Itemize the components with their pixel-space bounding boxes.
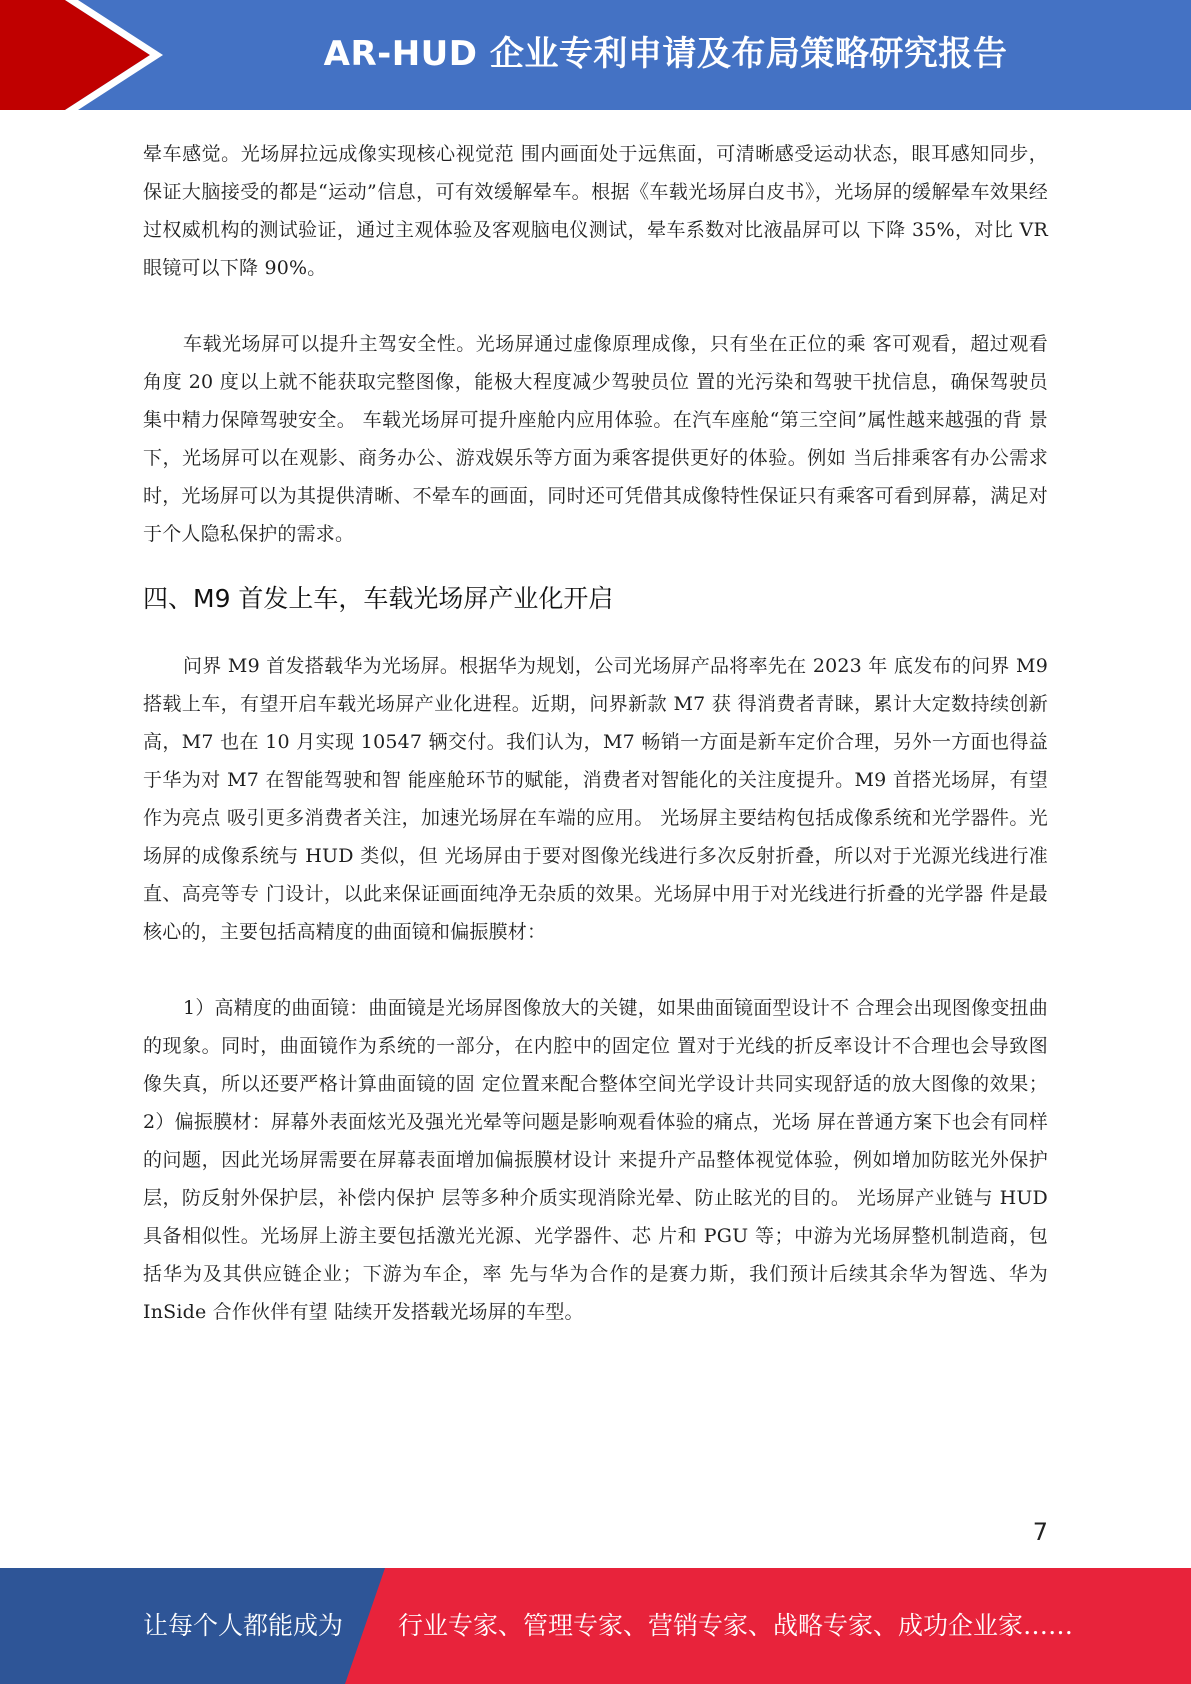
footer-slogan-left: 让每个人都能成为 xyxy=(143,1611,344,1640)
paragraph-driver-safety: 车载光场屏可以提升主驾安全性。光场屏通过虚像原理成像，只有坐在正位的乘 客可观看，超过观看角度 20 度以上就不能获取完整图像，能极大程度减少驾驶员位 置的光污染和驾驶干扰信息，确保驾驶员集中精力保障驾驶安全。 车载光场屏可提升座舱内应用体验。在汽车座舱“第三空间”属性越来越强的背 景下，光场屏可以在观影、商务办公、游戏娱乐等方面为乘客提供更好的体验。例如 当后排乘客有办公需求时，光场屏可以为其提供清晰、不晕车的画面，同时还可凭借其成像特性保证只有乘客可看到屏幕，满足对于个人隐私保护的需求。 xyxy=(143,333,1048,545)
document-body xyxy=(143,135,1048,1331)
page-header xyxy=(0,0,1191,110)
page-footer xyxy=(0,1568,1191,1684)
page-number: 7 xyxy=(1032,1518,1048,1546)
section-heading: 四、M9 首发上车，车载光场屏产业化开启 xyxy=(143,584,614,613)
paragraph-optical-components: 1）高精度的曲面镜：曲面镜是光场屏图像放大的关键，如果曲面镜面型设计不 合理会出现图像变扭曲的现象。同时，曲面镜作为系统的一部分，在内腔中的固定位 置对于光线的折反率设计不合理也会导致图像失真，所以还要严格计算曲面镜的固 定位置来配合整体空间光学设计共同实现舒适的放大图像的效果； 2）偏振膜材：屏幕外表面炫光及强光光晕等问题是影响观看体验的痛点，光场 屏在普通方案下也会有同样的问题，因此光场屏需要在屏幕表面增加偏振膜材设计 来提升产品整体视觉体验，例如增加防眩光外保护层，防反射外保护层，补偿内保护 层等多种介质实现消除光晕、防止眩光的目的。 光场屏产业链与 HUD 具备相似性。光场屏上游主要包括激光光源、光学器件、芯 片和 PGU 等；中游为光场屏整机制造商，包括华为及其供应链企业；下游为车企，率 先与华为合作的是赛力斯，我们预计后续其余华为智选、华为 InSide 合作伙伴有望 陆续开发搭载光场屏的车型。 xyxy=(143,997,1048,1323)
footer-slogan-right: 行业专家、管理专家、营销专家、战略专家、成功企业家…… xyxy=(398,1611,1074,1640)
report-title: AR-HUD 企业专利申请及布局策略研究报告 xyxy=(323,34,1008,74)
paragraph-m9-launch: 问界 M9 首发搭载华为光场屏。根据华为规划，公司光场屏产品将率先在 2023 年 底发布的问界 M9 搭载上车，有望开启车载光场屏产业化进程。近期，问界新款 M7 获 得消费者青睐，累计大定数持续创新高，M7 也在 10 月实现 10547 辆交付。我们认为，M7 畅销一方面是新车定价合理，另外一方面也得益于华为对 M7 在智能驾驶和智 能座舱环节的赋能，消费者对智能化的关注度提升。M9 首搭光场屏，有望作为亮点 吸引更多消费者关注，加速光场屏在车端的应用。 光场屏主要结构包括成像系统和光学器件。光场屏的成像系统与 HUD 类似，但 光场屏由于要对图像光线进行多次反射折叠，所以对于光源光线进行准直、高亮等专 门设计，以此来保证画面纯净无杂质的效果。光场屏中用于对光线进行折叠的光学器 件是最核心的，主要包括高精度的曲面镜和偏振膜材： xyxy=(143,655,1048,943)
paragraph-motion-sickness: 晕车感觉。光场屏拉远成像实现核心视觉范 围内画面处于远焦面，可清晰感受运动状态，眼耳感知同步，保证大脑接受的都是“运动”信息，可有效缓解晕车。根据《车载光场屏白皮书》，光场屏的缓解晕车效果经 过权威机构的测试验证，通过主观体验及客观脑电仪测试，晕车系数对比液晶屏可以 下降 35%，对比 VR 眼镜可以下降 90%。 xyxy=(143,143,1048,279)
